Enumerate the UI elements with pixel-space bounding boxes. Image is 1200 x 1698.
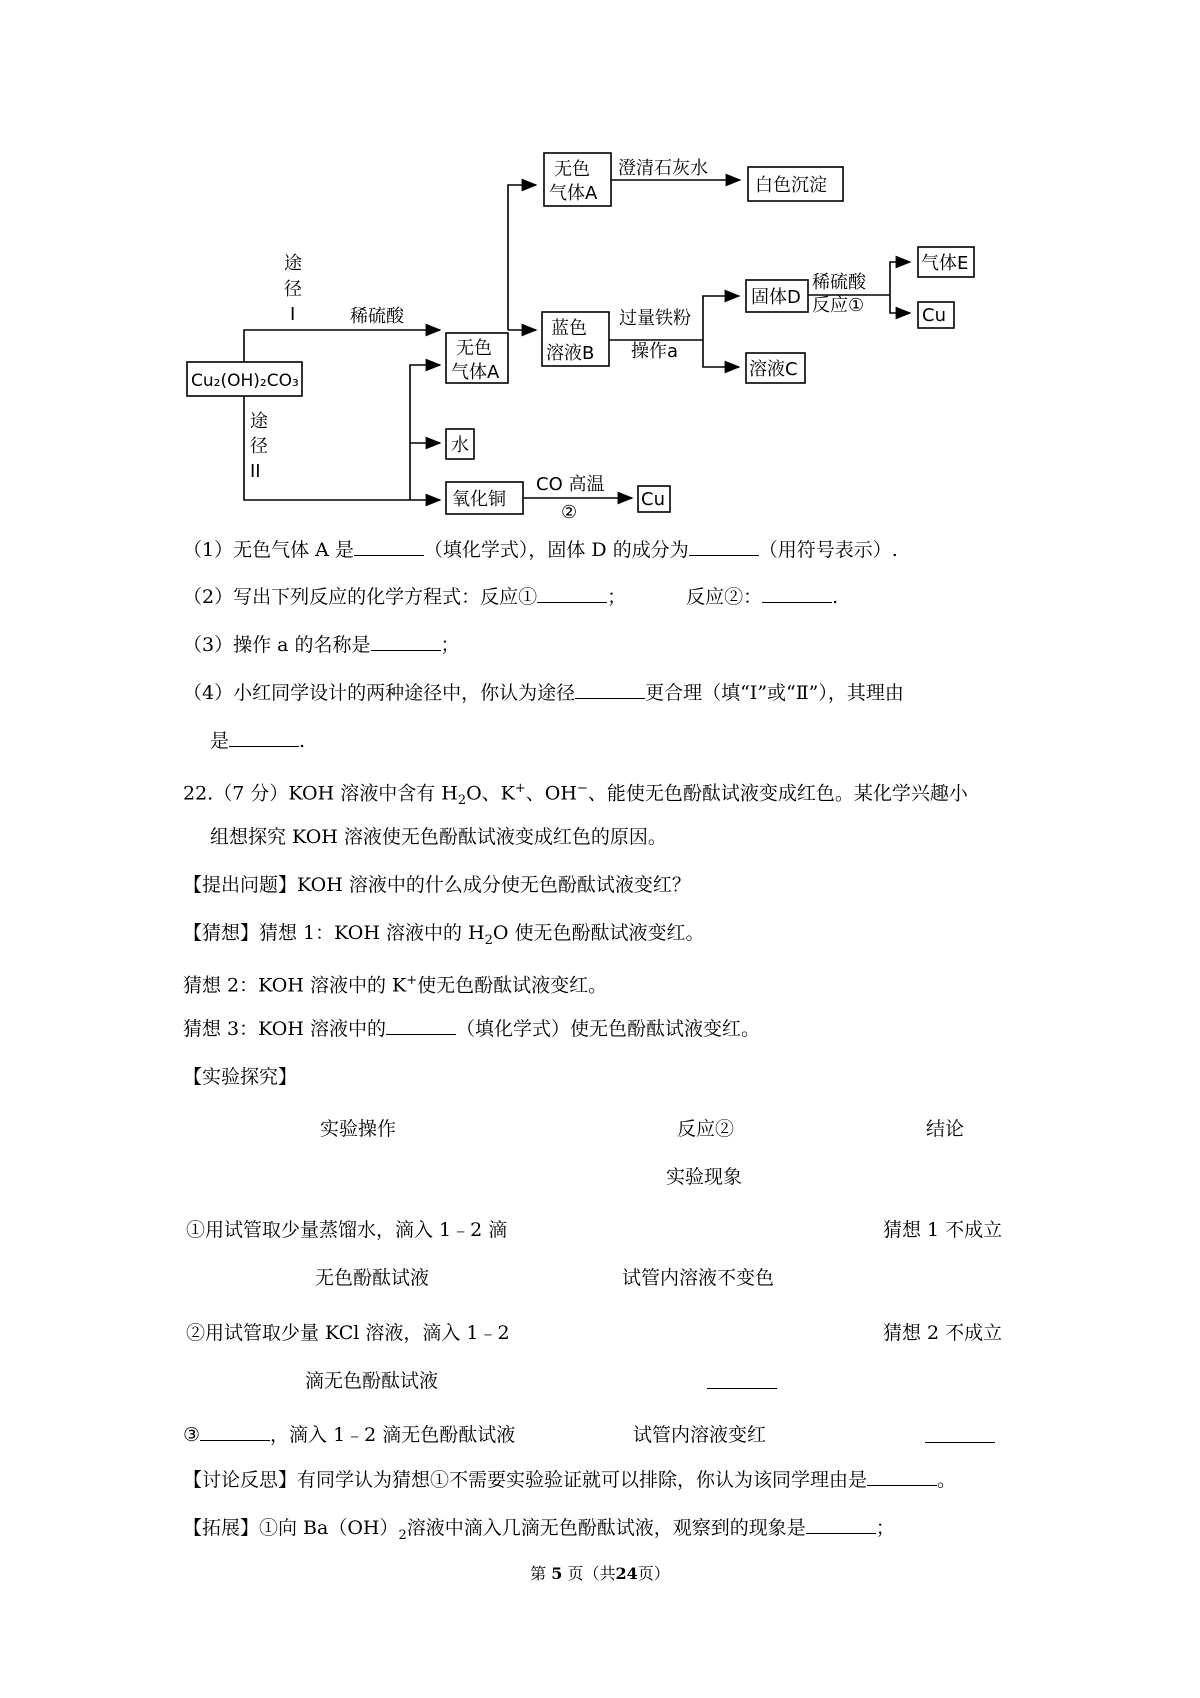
answer-blank <box>200 1439 270 1441</box>
row2-operation-line2: 滴无色酚酞试液 <box>305 1370 439 1392</box>
iron-label: 过量铁粉 <box>619 308 691 329</box>
guess-1 <box>183 921 705 953</box>
route2-line1: 途 <box>250 411 268 432</box>
q1-part-b: （填化学式），固体 D 的成分为 <box>423 539 689 561</box>
answer-blank <box>371 649 441 651</box>
co-high-label: CO 高温 <box>536 474 605 495</box>
row1-operation-line1: ①用试管取少量蒸馏水，滴入 1﹣2 滴 <box>186 1219 508 1241</box>
row1-operation-line2: 无色酚酞试液 <box>315 1267 430 1289</box>
row2-conclusion: 猜想 2 不成立 <box>883 1322 1003 1344</box>
q22-text-a: 22.（7 分）KOH 溶液中含有 H <box>183 782 458 805</box>
q2-part-c: 反应②： <box>686 586 763 608</box>
guess1-text-b: O 使无色酚酞试液变红。 <box>492 922 705 944</box>
acid1-label: 稀硫酸 <box>350 306 404 327</box>
guess3-text-b: （填化学式）使无色酚酞试液变红。 <box>456 1018 761 1040</box>
explore-heading: 【实验探究】 <box>183 1066 298 1088</box>
extension <box>183 1516 895 1548</box>
limewater-label: 澄清石灰水 <box>618 158 708 179</box>
extension-text-b: 溶液中滴入几滴无色酚酞试液，观察到的现象是 <box>406 1517 806 1539</box>
q2-part-b: ； <box>607 586 627 608</box>
route1-line1: 途 <box>284 253 302 274</box>
discussion <box>183 1468 956 1492</box>
discussion-text: 【讨论反思】有同学认为猜想①不需要实验验证就可以排除，你认为该同学理由是 <box>183 1469 868 1491</box>
superscript-plus: + <box>514 781 526 796</box>
row2-phenomenon-blank <box>707 1372 777 1394</box>
blue-sol-line2: 溶液B <box>546 343 595 364</box>
guess-2 <box>183 969 607 997</box>
reaction1-label: 反应① <box>812 295 865 316</box>
acid2-label: 稀硫酸 <box>812 272 866 293</box>
row3-conclusion-blank <box>925 1426 995 1448</box>
white-ppt: 白色沉淀 <box>755 175 827 196</box>
q22-text-b: O、K <box>466 782 515 805</box>
extension-end: ； <box>875 1517 895 1539</box>
answer-blank <box>689 554 759 556</box>
page-footer <box>0 1561 1200 1584</box>
guess3-text-a: 猜想 3：KOH 溶液中的 <box>183 1018 386 1040</box>
guess2-text-b: 使无色酚酞试液变红。 <box>417 974 608 997</box>
reaction2-label: ② <box>561 502 578 523</box>
flow-diagram <box>0 0 1200 530</box>
gas-a-top-line2: 气体A <box>549 183 598 204</box>
q22-line1 <box>183 777 968 813</box>
answer-blank <box>537 601 607 603</box>
answer-blank <box>867 1484 937 1486</box>
superscript-minus: − <box>576 781 588 796</box>
cu-2: Cu <box>641 489 665 510</box>
row2-operation-line1: ②用试管取少量 KCl 溶液，滴入 1﹣2 <box>186 1322 510 1344</box>
table-header-phenomenon-2: 实验现象 <box>666 1166 743 1188</box>
q4-part-d: . <box>299 730 306 752</box>
route2-line3: II <box>250 461 261 482</box>
q4-part-a: （4）小红同学设计的两种途径中，你认为途径 <box>183 682 576 704</box>
solid-d: 固体D <box>751 287 801 308</box>
route1-line3: I <box>290 304 296 325</box>
answer-blank <box>575 697 645 699</box>
gas-a-top-line1: 无色 <box>554 159 590 180</box>
q3-part-a: （3）操作 a 的名称是 <box>183 634 371 656</box>
guess1-text-a: 【猜想】猜想 1：KOH 溶液中的 H <box>183 922 485 944</box>
q22-line2: 组想探究 KOH 溶液使无色酚酞试液变成红色的原因。 <box>210 826 667 848</box>
q2-part-a: （2）写出下列反应的化学方程式：反应① <box>183 586 538 608</box>
subscript-2: 2 <box>457 793 467 809</box>
row1-conclusion: 猜想 1 不成立 <box>883 1219 1003 1241</box>
question-2 <box>183 585 838 609</box>
q2-part-d: . <box>832 586 839 608</box>
table-header-phenomenon-1: 反应② <box>677 1118 735 1140</box>
answer-blank <box>229 745 299 747</box>
row3-operation <box>183 1420 515 1447</box>
question-4-cont <box>210 729 305 753</box>
superscript-plus: + <box>406 973 418 988</box>
guess-3 <box>183 1017 760 1041</box>
question-3 <box>183 633 460 657</box>
q4-part-c: 是 <box>210 730 230 752</box>
footer-text-c: 页） <box>637 1564 670 1583</box>
row1-phenomenon: 试管内溶液不变色 <box>622 1267 775 1289</box>
q22-text-d: 、能使无色酚酞试液变成红色。某化学兴趣小 <box>587 782 968 805</box>
q22-text-c: 、OH <box>525 782 577 805</box>
footer-text-b: 页（共 <box>567 1564 616 1583</box>
row3-op-b: ，滴入 1﹣2 滴无色酚酞试液 <box>270 1424 516 1446</box>
q4-part-b: 更合理（填“Ⅰ”或“Ⅱ”），其理由 <box>645 682 904 704</box>
extension-text-a: 【拓展】①向 Ba（OH） <box>183 1517 399 1539</box>
row3-op-a: ③ <box>183 1424 201 1446</box>
gas-a-mid-line2: 气体A <box>451 362 500 383</box>
water: 水 <box>451 435 469 456</box>
subscript-2: 2 <box>484 932 493 948</box>
question-4 <box>183 681 904 705</box>
discussion-end: 。 <box>937 1469 957 1491</box>
gas-e: 气体E <box>921 253 969 274</box>
row3-phenomenon: 试管内溶液变红 <box>633 1424 767 1446</box>
q1-part-a: （1）无色气体 A 是 <box>183 539 354 561</box>
table-header-conclusion: 结论 <box>926 1118 965 1140</box>
cu-1: Cu <box>922 305 946 326</box>
table-header-operation: 实验操作 <box>320 1118 397 1140</box>
op-a-label: 操作a <box>631 341 679 362</box>
q3-part-b: ； <box>440 634 460 656</box>
total-pages: 24 <box>615 1564 638 1583</box>
answer-blank <box>386 1033 456 1035</box>
subscript-2: 2 <box>398 1527 407 1543</box>
blue-sol-line1: 蓝色 <box>551 318 587 339</box>
cuo: 氧化铜 <box>452 489 506 510</box>
answer-blank <box>762 601 832 603</box>
gas-a-mid-line1: 无色 <box>456 338 492 359</box>
question-1 <box>183 538 898 562</box>
solution-c: 溶液C <box>749 359 798 380</box>
page-number: 5 <box>551 1564 563 1583</box>
start-compound: Cu₂(OH)₂CO₃ <box>191 371 299 391</box>
route2-line2: 径 <box>250 436 268 457</box>
q22-question: 【提出问题】KOH 溶液中的什么成分使无色酚酞试液变红？ <box>183 874 691 896</box>
footer-text-a: 第 <box>530 1564 547 1583</box>
guess2-text-a: 猜想 2：KOH 溶液中的 K <box>183 974 407 997</box>
q1-part-c: （用符号表示）. <box>758 539 898 561</box>
route1-line2: 径 <box>284 279 302 300</box>
answer-blank <box>354 554 424 556</box>
answer-blank <box>806 1532 876 1534</box>
